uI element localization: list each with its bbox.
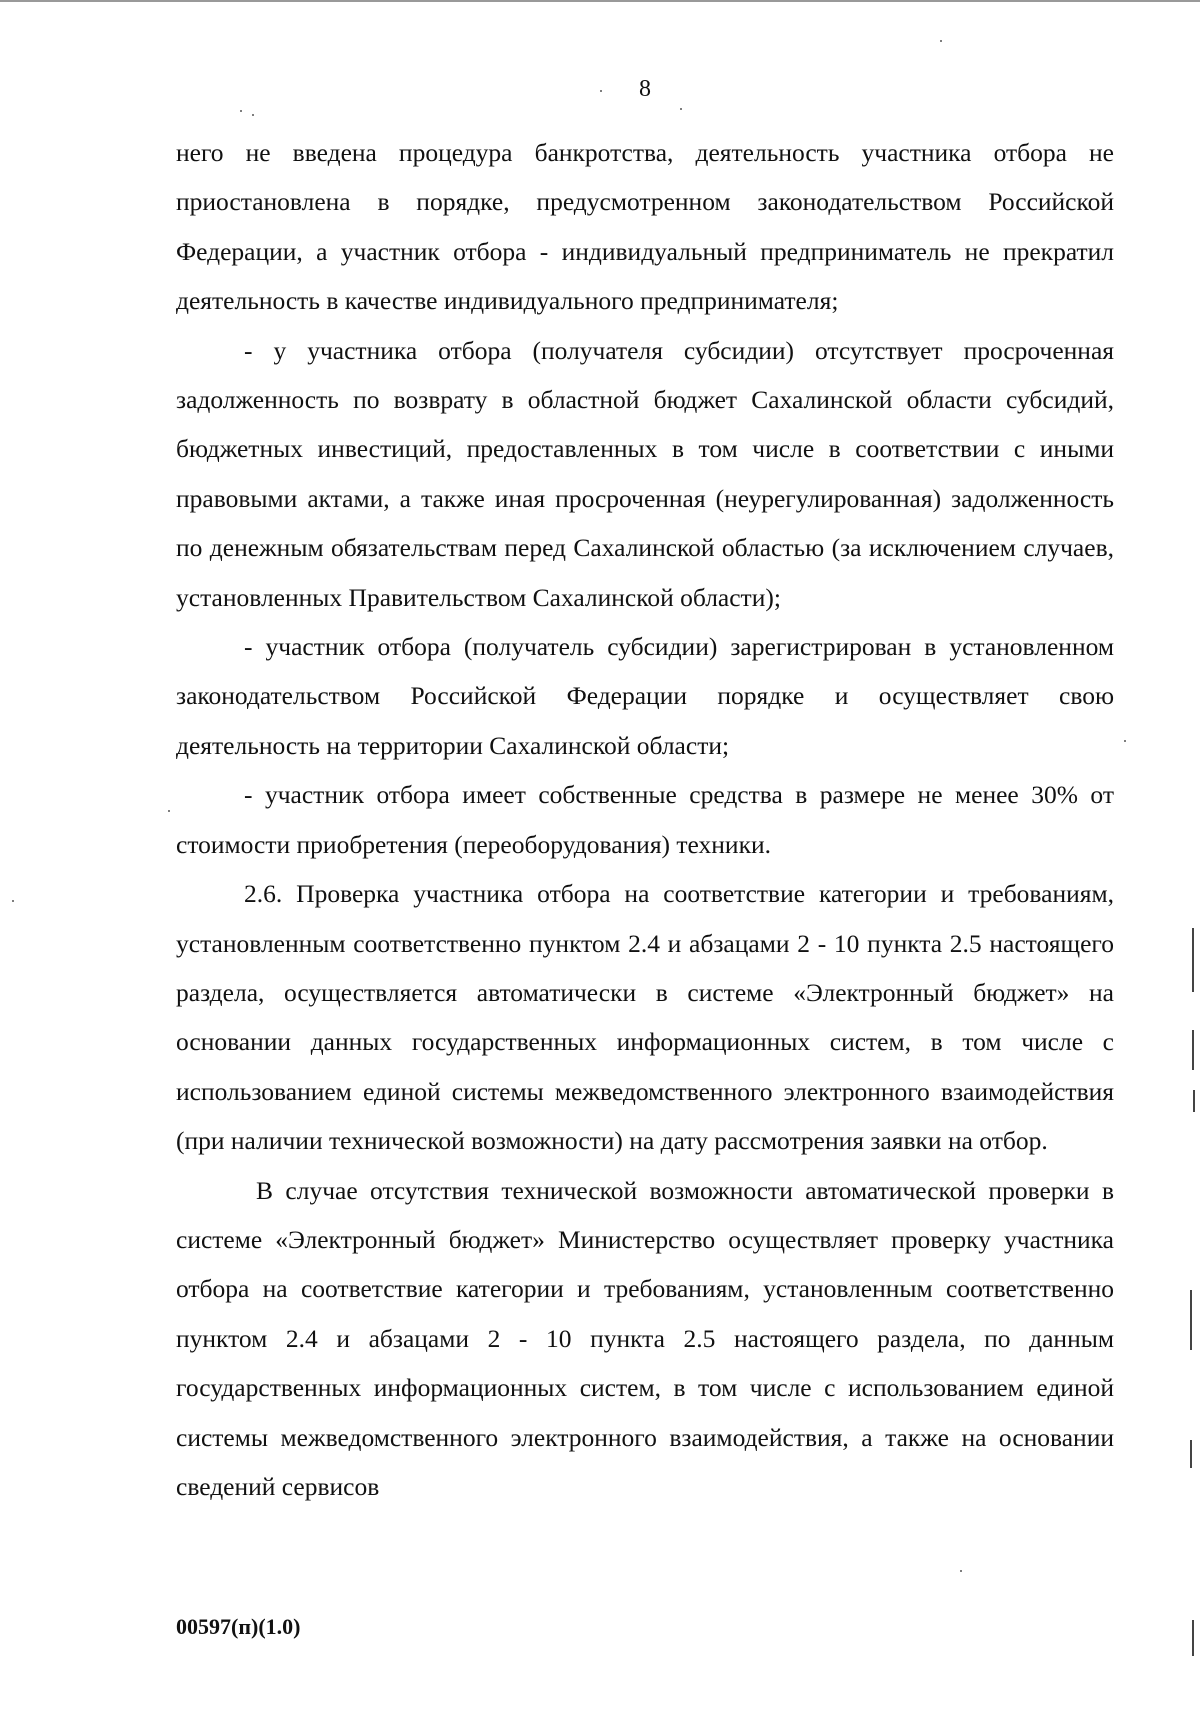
- scan-mark: [1192, 928, 1194, 992]
- scan-speck: [960, 1570, 962, 1572]
- scan-speck: [600, 90, 602, 92]
- scan-mark: [1192, 1030, 1194, 1070]
- paragraph-4: - участник отбора имеет собственные средства в размере не менее 30% от стоимости приобретения (переоборудования) техники.: [176, 780, 1114, 859]
- document-body: [176, 128, 1114, 1511]
- paragraph-6: В случае отсутствия технической возможности автоматической проверки в системе «Электронный бюджет» Министерство осуществляет проверку участника отбора на соответствие категории и требованиям, установленным соответственно пунктом 2.4 и абзацами 2 - 10 пункта 2.5 настоящего раздела, по данным государственных информационных систем, в том числе с использованием единой системы межведомственного электронного взаимодействия, а также на основании сведений сервисов: [176, 1175, 1114, 1501]
- page-number: 8: [639, 76, 651, 102]
- scan-mark: [1190, 1440, 1192, 1468]
- scan-speck: [240, 110, 242, 112]
- scan-mark: [1192, 1620, 1194, 1656]
- paragraph-1: него не введена процедура банкротства, деятельность участника отбора не приостановлена в порядке, предусмотренном законодательством Российской Федерации, а участник отбора - индивидуальный предприниматель не прекратил деятельность в качестве индивидуального предпринимателя;: [176, 138, 1114, 316]
- scan-speck: [12, 900, 14, 902]
- paragraph-2: - у участника отбора (получателя субсидии) отсутствует просроченная задолженность по возврату в областной бюджет Сахалинской области субсидий, бюджетных инвестиций, предоставленных в том числе в соответствии с иными правовыми актами, а также иная просроченная (неурегулированная) задолженность по денежным обязательствам перед Сахалинской областью (за исключением случаев, установленных Правительством Сахалинской области);: [176, 335, 1114, 612]
- scan-mark: [1190, 1290, 1192, 1350]
- document-code: 00597(п)(1.0): [176, 1614, 301, 1639]
- scan-speck: [1124, 740, 1126, 742]
- paragraph-3: - участник отбора (получатель субсидии) зарегистрирован в установленном законодательством Российской Федерации порядке и осуществляет свою деятельность на территории Сахалинской области;: [176, 632, 1114, 760]
- scan-speck: [940, 40, 942, 42]
- scan-top-edge: [0, 0, 1200, 2]
- scan-speck: [252, 114, 254, 116]
- paragraph-5: 2.6. Проверка участника отбора на соответствие категории и требованиям, установленным соответственно пунктом 2.4 и абзацами 2 - 10 пункта 2.5 настоящего раздела, осуществляется автоматически в системе «Электронный бюджет» на основании данных государственных информационных систем, в том числе с использованием единой системы межведомственного электронного взаимодействия (при наличии технической возможности) на дату рассмотрения заявки на отбор.: [176, 879, 1114, 1156]
- scan-mark: [1193, 1090, 1195, 1112]
- scan-speck: [168, 810, 170, 812]
- scan-speck: [680, 108, 682, 110]
